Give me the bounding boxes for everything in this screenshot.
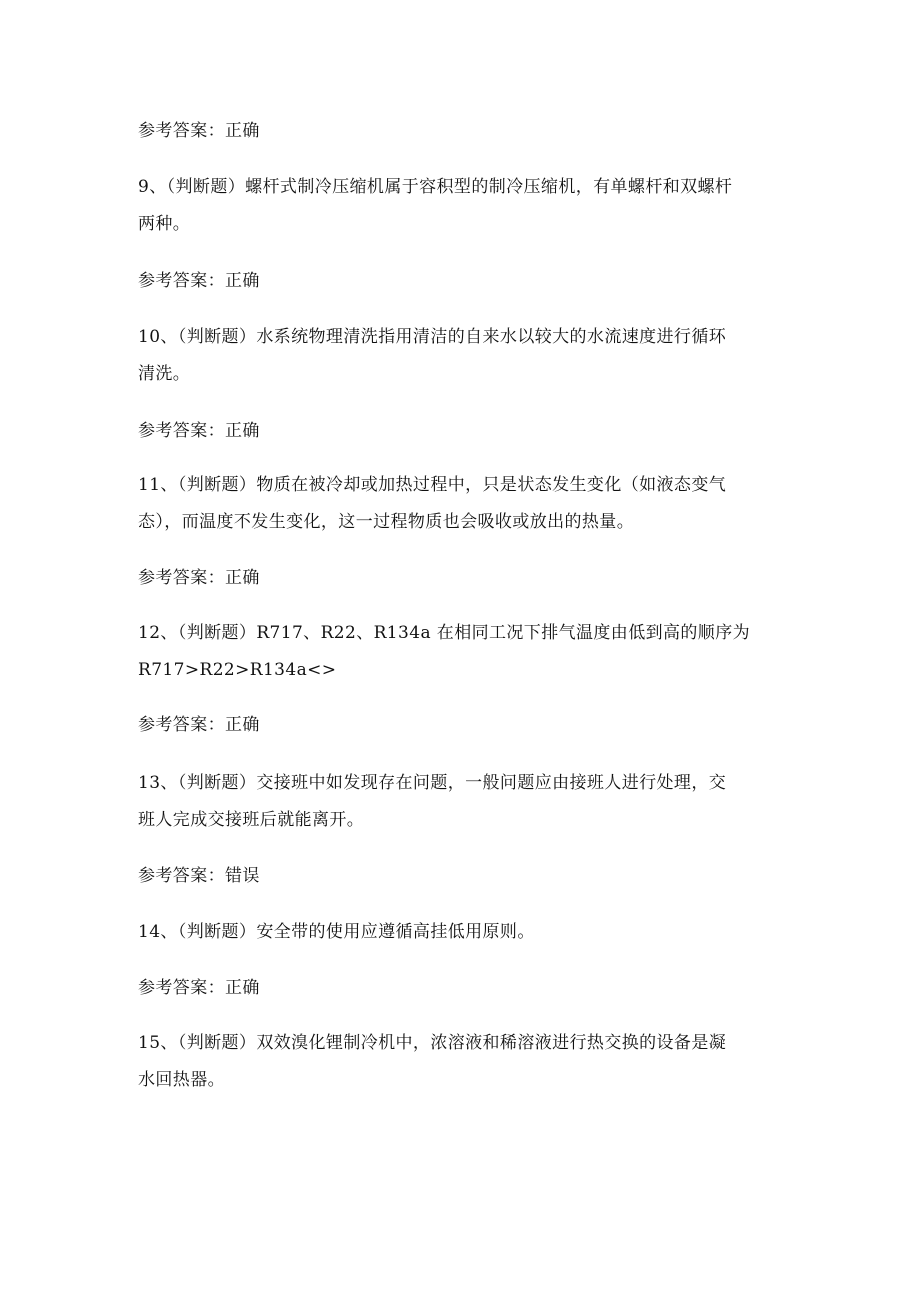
- answer-line: 参考答案：正确: [138, 271, 260, 291]
- question-text-line: R717>R22>R134a<>: [138, 660, 337, 680]
- answer-line: 参考答案：正确: [138, 421, 260, 441]
- question-text-line: 9、（判断题）螺杆式制冷压缩机属于容积型的制冷压缩机，有单螺杆和双螺杆: [138, 177, 733, 197]
- question-text-line: 11、（判断题）物质在被冷却或加热过程中，只是状态发生变化（如液态变气: [138, 475, 727, 495]
- question-12: [138, 615, 788, 689]
- question-text-line: 12、（判断题）R717、R22、R134a 在相同工况下排气温度由低到高的顺序为: [138, 623, 750, 643]
- question-text-line: 水回热器。: [138, 1070, 225, 1090]
- question-text-line: 清洗。: [138, 364, 191, 384]
- question-14: [138, 914, 788, 951]
- answer-line: 参考答案：错误: [138, 866, 260, 886]
- question-13: [138, 765, 788, 839]
- answer-line: 参考答案：正确: [138, 978, 260, 998]
- question-text-line: 13、（判断题）交接班中如发现存在问题，一般问题应由接班人进行处理，交: [138, 773, 727, 793]
- question-text-line: 态），而温度不发生变化，这一过程物质也会吸收或放出的热量。: [138, 512, 635, 532]
- question-15: [138, 1025, 788, 1099]
- question-10: [138, 319, 788, 393]
- answer-line: 参考答案：正确: [138, 715, 260, 735]
- answer-line: 参考答案：正确: [138, 121, 260, 141]
- question-9: [138, 169, 788, 243]
- question-text-line: 10、（判断题）水系统物理清洗指用清洁的自来水以较大的水流速度进行循环: [138, 327, 727, 347]
- question-text-line: 两种。: [138, 214, 191, 234]
- question-11: [138, 467, 788, 541]
- answer-line: 参考答案：正确: [138, 568, 260, 588]
- question-text-line: 15、（判断题）双效溴化锂制冷机中，浓溶液和稀溶液进行热交换的设备是凝: [138, 1033, 727, 1053]
- question-text-line: 14、（判断题）安全带的使用应遵循高挂低用原则。: [138, 922, 535, 942]
- question-text-line: 班人完成交接班后就能离开。: [138, 810, 365, 830]
